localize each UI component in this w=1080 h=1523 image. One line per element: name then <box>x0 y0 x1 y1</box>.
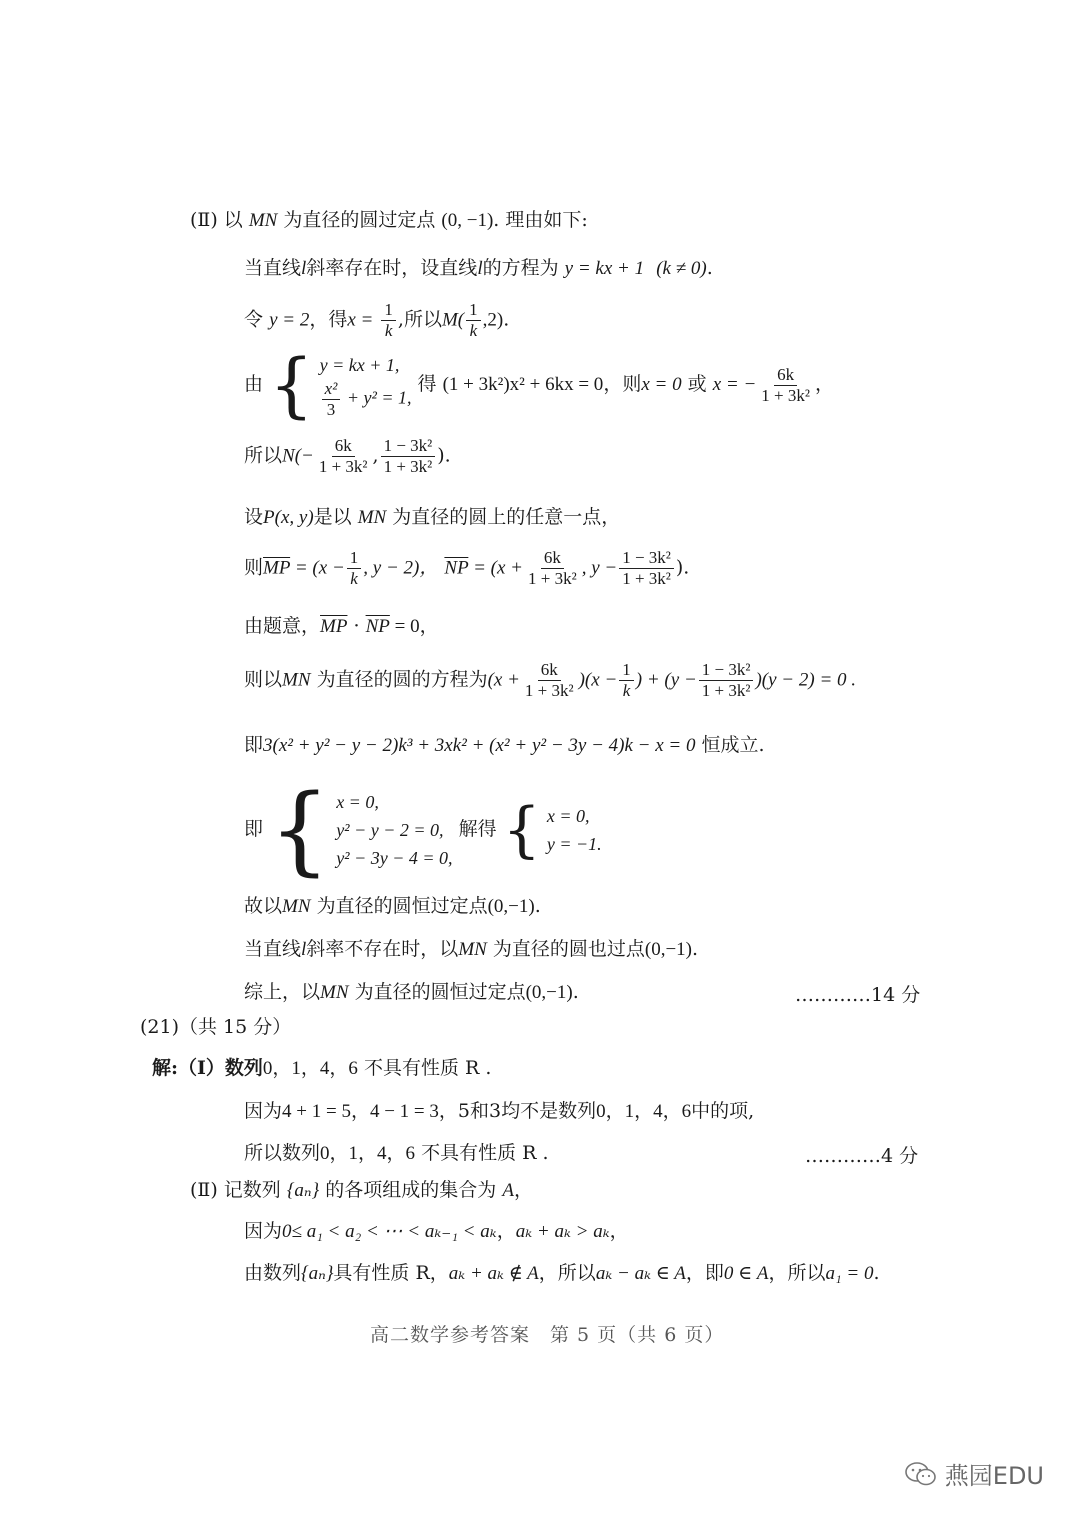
score-14: …………14 分 <box>795 984 921 1006</box>
line-point-n: 所以N(− $\frac{6k}{\text{1 + 3k²}}$ , $\frac{\text{1 − 3k²}}{\text{1 + 3k²}}$ ). <box>244 436 451 476</box>
score-4: …………4 分 <box>805 1145 919 1167</box>
solution-ordering: 因为0≤ a₁ < a₂ < ⋯ < aₖ₋₁ < aₖ，aₖ + aₖ > aₖ， <box>244 1220 629 1242</box>
solution-property: 由数列{aₙ}具有性质 R，aₖ + aₖ ∉ A，所以aₖ − aₖ ∈ A，即0 ∈ A，所以a₁ = 0. <box>244 1262 880 1284</box>
line-vectors: 则$\overline{MP} = (x$ − $\frac{1}{k}$ , y − 2)， $\overline{NP} = (x$ + $\frac{6k}{\text{1 + 3k²}}$ , y − $\frac{\text{1 − 3k²}}{\text{1 + 3k²}}$ ). <box>244 548 690 588</box>
solution-part1: 解:（Ⅰ）数列0，1，4，6 不具有性质 R . <box>152 1057 492 1079</box>
left-brace-3: { <box>502 795 541 865</box>
frac-1-over-k-b: $\frac{1}{k}$ <box>466 300 481 341</box>
line-system-ellipse: 由 { y = kx + 1, $\frac{\text{x²}}{3}$ + y² = 1, 得 (1 + 3k²)x² + 6kx = 0，则x = 0 或 x = − $\frac{6k}{\text{1 + 3k²}}$ ， <box>244 344 834 426</box>
line-slope-not-exist: 当直线l斜率不存在时，以MN 为直径的圆也过点(0,−1). <box>244 938 699 960</box>
line-point-p: 设P(x, y)是以 MN 为直径的圆上的任意一点， <box>244 506 621 528</box>
watermark <box>905 1456 1044 1491</box>
solution-part2: (Ⅱ) 记数列 {aₙ} 的各项组成的集合为 A， <box>190 1179 533 1201</box>
line-solve-system: 即 { x = 0, y² − y − 2 = 0, y² − 3y − 4 = 0, 解得 { x = 0, y = −1. <box>244 774 602 886</box>
part2-header: (Ⅱ) 以 MN 为直径的圆过定点 (0, −1). 理由如下: <box>190 209 588 231</box>
line-slope-exists: 当直线l斜率存在时，设直线l的方程为 y = kx + 1 (k ≠ 0). <box>244 257 713 279</box>
watermark-text: 燕园EDU <box>944 1462 1044 1490</box>
page-footer: 高二数学参考答案 第 5 页（共 6 页） <box>370 1324 725 1346</box>
left-brace-2: { <box>269 774 331 886</box>
line-summary: 综上，以MN 为直径的圆恒过定点(0,−1). <box>244 981 579 1003</box>
line-circle-equation: 则以MN 为直径的圆的方程为(x + $\frac{6k}{\text{1 + 3k²}}$ )(x − $\frac{1}{k}$ ) + (y − $\frac{\text{1 − 3k²}}{\text{1 + 3k²}}$ )(y − 2) = 0 . <box>244 660 857 700</box>
line-dot-product: 由题意，$\overline{MP} \cdot \overline{NP} = 0$， <box>244 615 439 637</box>
wechat-icon <box>905 1461 937 1487</box>
solution-because: 因为4 + 1 = 5，4 − 1 = 3，5和3均不是数列0，1，4，6中的项, <box>244 1100 755 1122</box>
frac-1-over-k: $\frac{1}{k}$ <box>381 300 396 341</box>
equation-system: y = kx + 1, $\frac{\text{x²}}{3}$ + y² = 1, <box>319 354 412 419</box>
left-brace: { <box>269 344 314 426</box>
solution-therefore: 所以数列0，1，4，6 不具有性质 R . <box>244 1142 549 1164</box>
line-identity: 即3(x² + y² − y − 2)k³ + 3xk² + (x² + y² − 3y − 4)k − x = 0 恒成立. <box>244 734 765 756</box>
line-conclusion-1: 故以MN 为直径的圆恒过定点(0,−1). <box>244 895 541 917</box>
question-21-title: (21)（共 15 分） <box>140 1016 292 1038</box>
line-let-y2: 令 y = 2，得x = $\frac{1}{k}$ ,所以M( $\frac{1}{k}$ ,2). <box>244 300 510 340</box>
